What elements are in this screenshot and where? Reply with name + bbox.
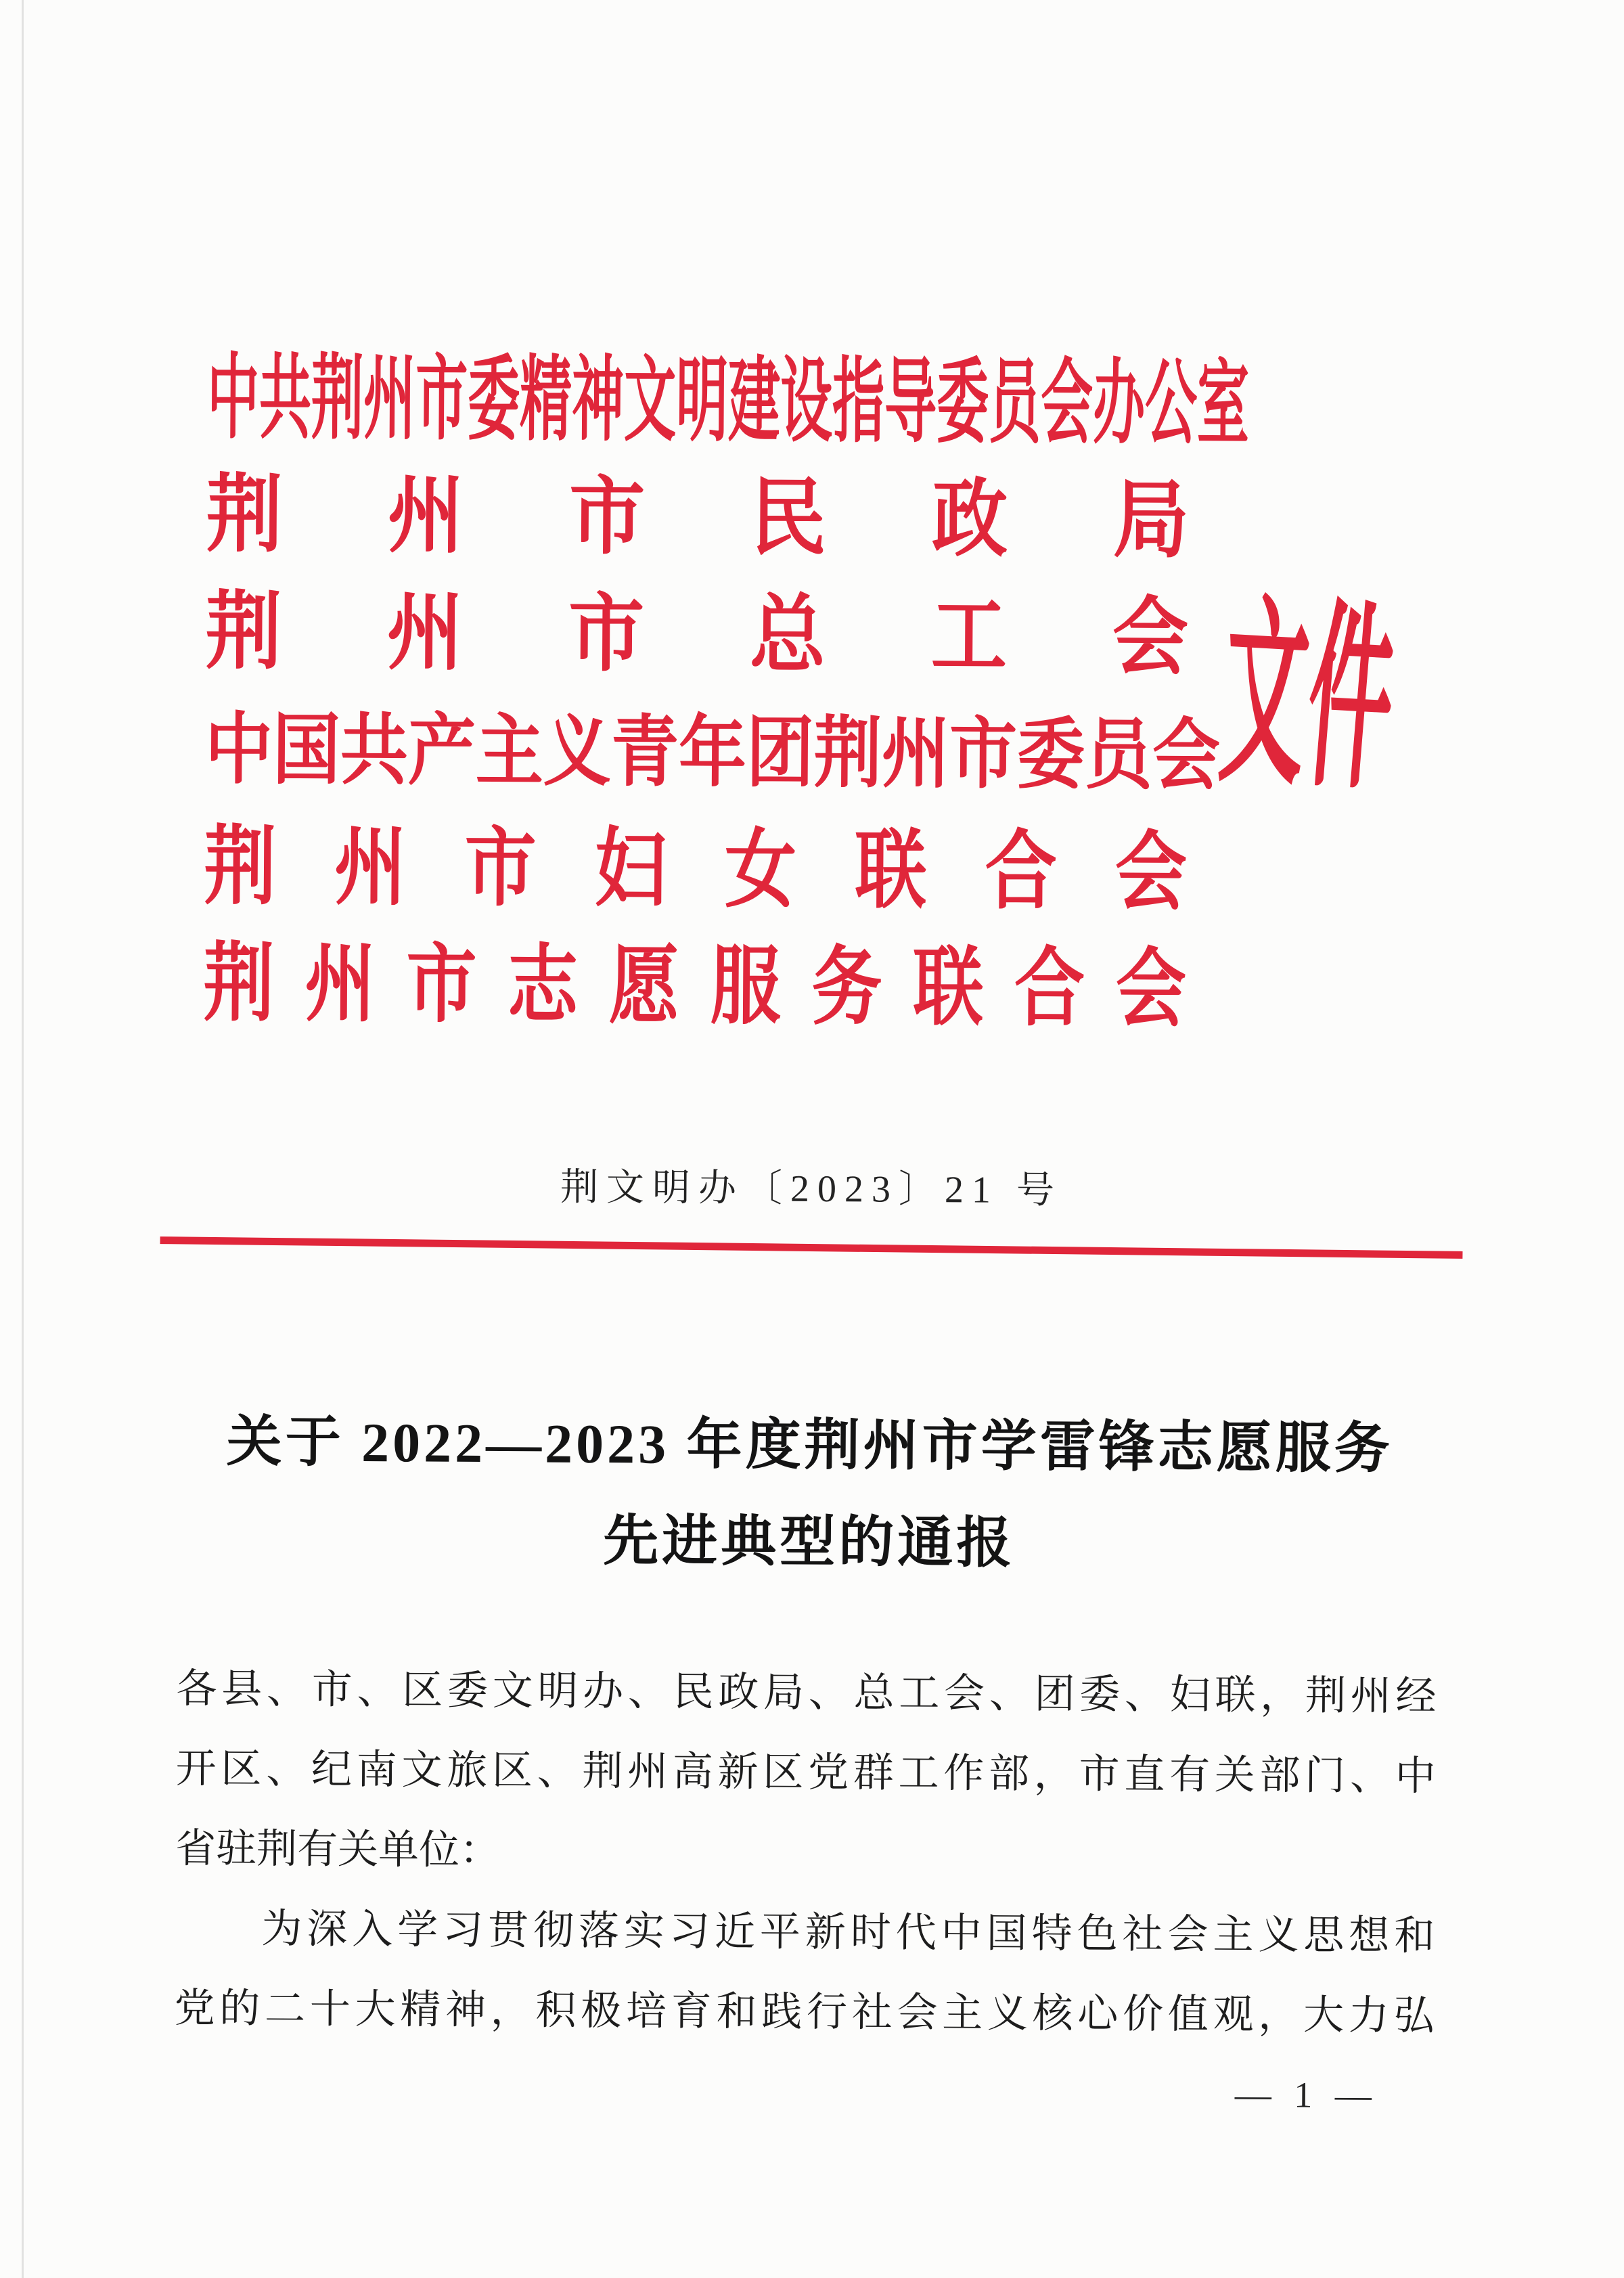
document-title [0,1392,1622,1596]
body-line-recipients-1: 各县、市、区委文明办、民政局、总工会、团委、妇联，荆州经 [176,1666,1437,1719]
body-line-recipients-2: 开区、纪南文旅区、荆州高新区党群工作部，市直有关部门、中 [175,1746,1436,1799]
doc-type-wenjian-label: 文件 [1214,583,1403,815]
org-name-civilization-office: 中共荆州市委精神文明建设指导委员会办公室 [206,346,1250,457]
org-name-volunteer-service-federation: 荆州市志愿服务联合会 [203,936,1187,1038]
title-line-2: 先进典型的通报 [603,1510,1016,1574]
page-number: — 1 — [1234,2074,1379,2116]
org-name-civil-affairs-bureau: 荆州市民政局 [206,468,1190,568]
org-name-federation-of-trade-unions: 荆州市总工会 [205,585,1189,686]
body-line-paragraph-1: 为深入学习贯彻落实习近平新时代中国特色社会主义思想和 [261,1906,1435,1959]
doc-reference-number: 荆文明办〔2023〕21 号 [560,1166,1063,1212]
red-divider-line [160,1236,1463,1259]
org-name-communist-youth-league: 中国共产主义青年团荆州市委员会 [204,707,1221,799]
org-name-womens-federation: 荆州市妇女联合会 [204,819,1188,921]
body-line-paragraph-2: 党的二十大精神，积极培育和践行社会主义核心价值观，大力弘 [174,1986,1435,2038]
title-line-1: 关于 2022—2023 年度荆州市学雷锋志愿服务 [226,1410,1393,1480]
body-line-recipients-3: 省驻荆有关单位： [175,1826,501,1873]
letterhead [203,340,1250,1049]
body-text [174,1649,1437,2055]
